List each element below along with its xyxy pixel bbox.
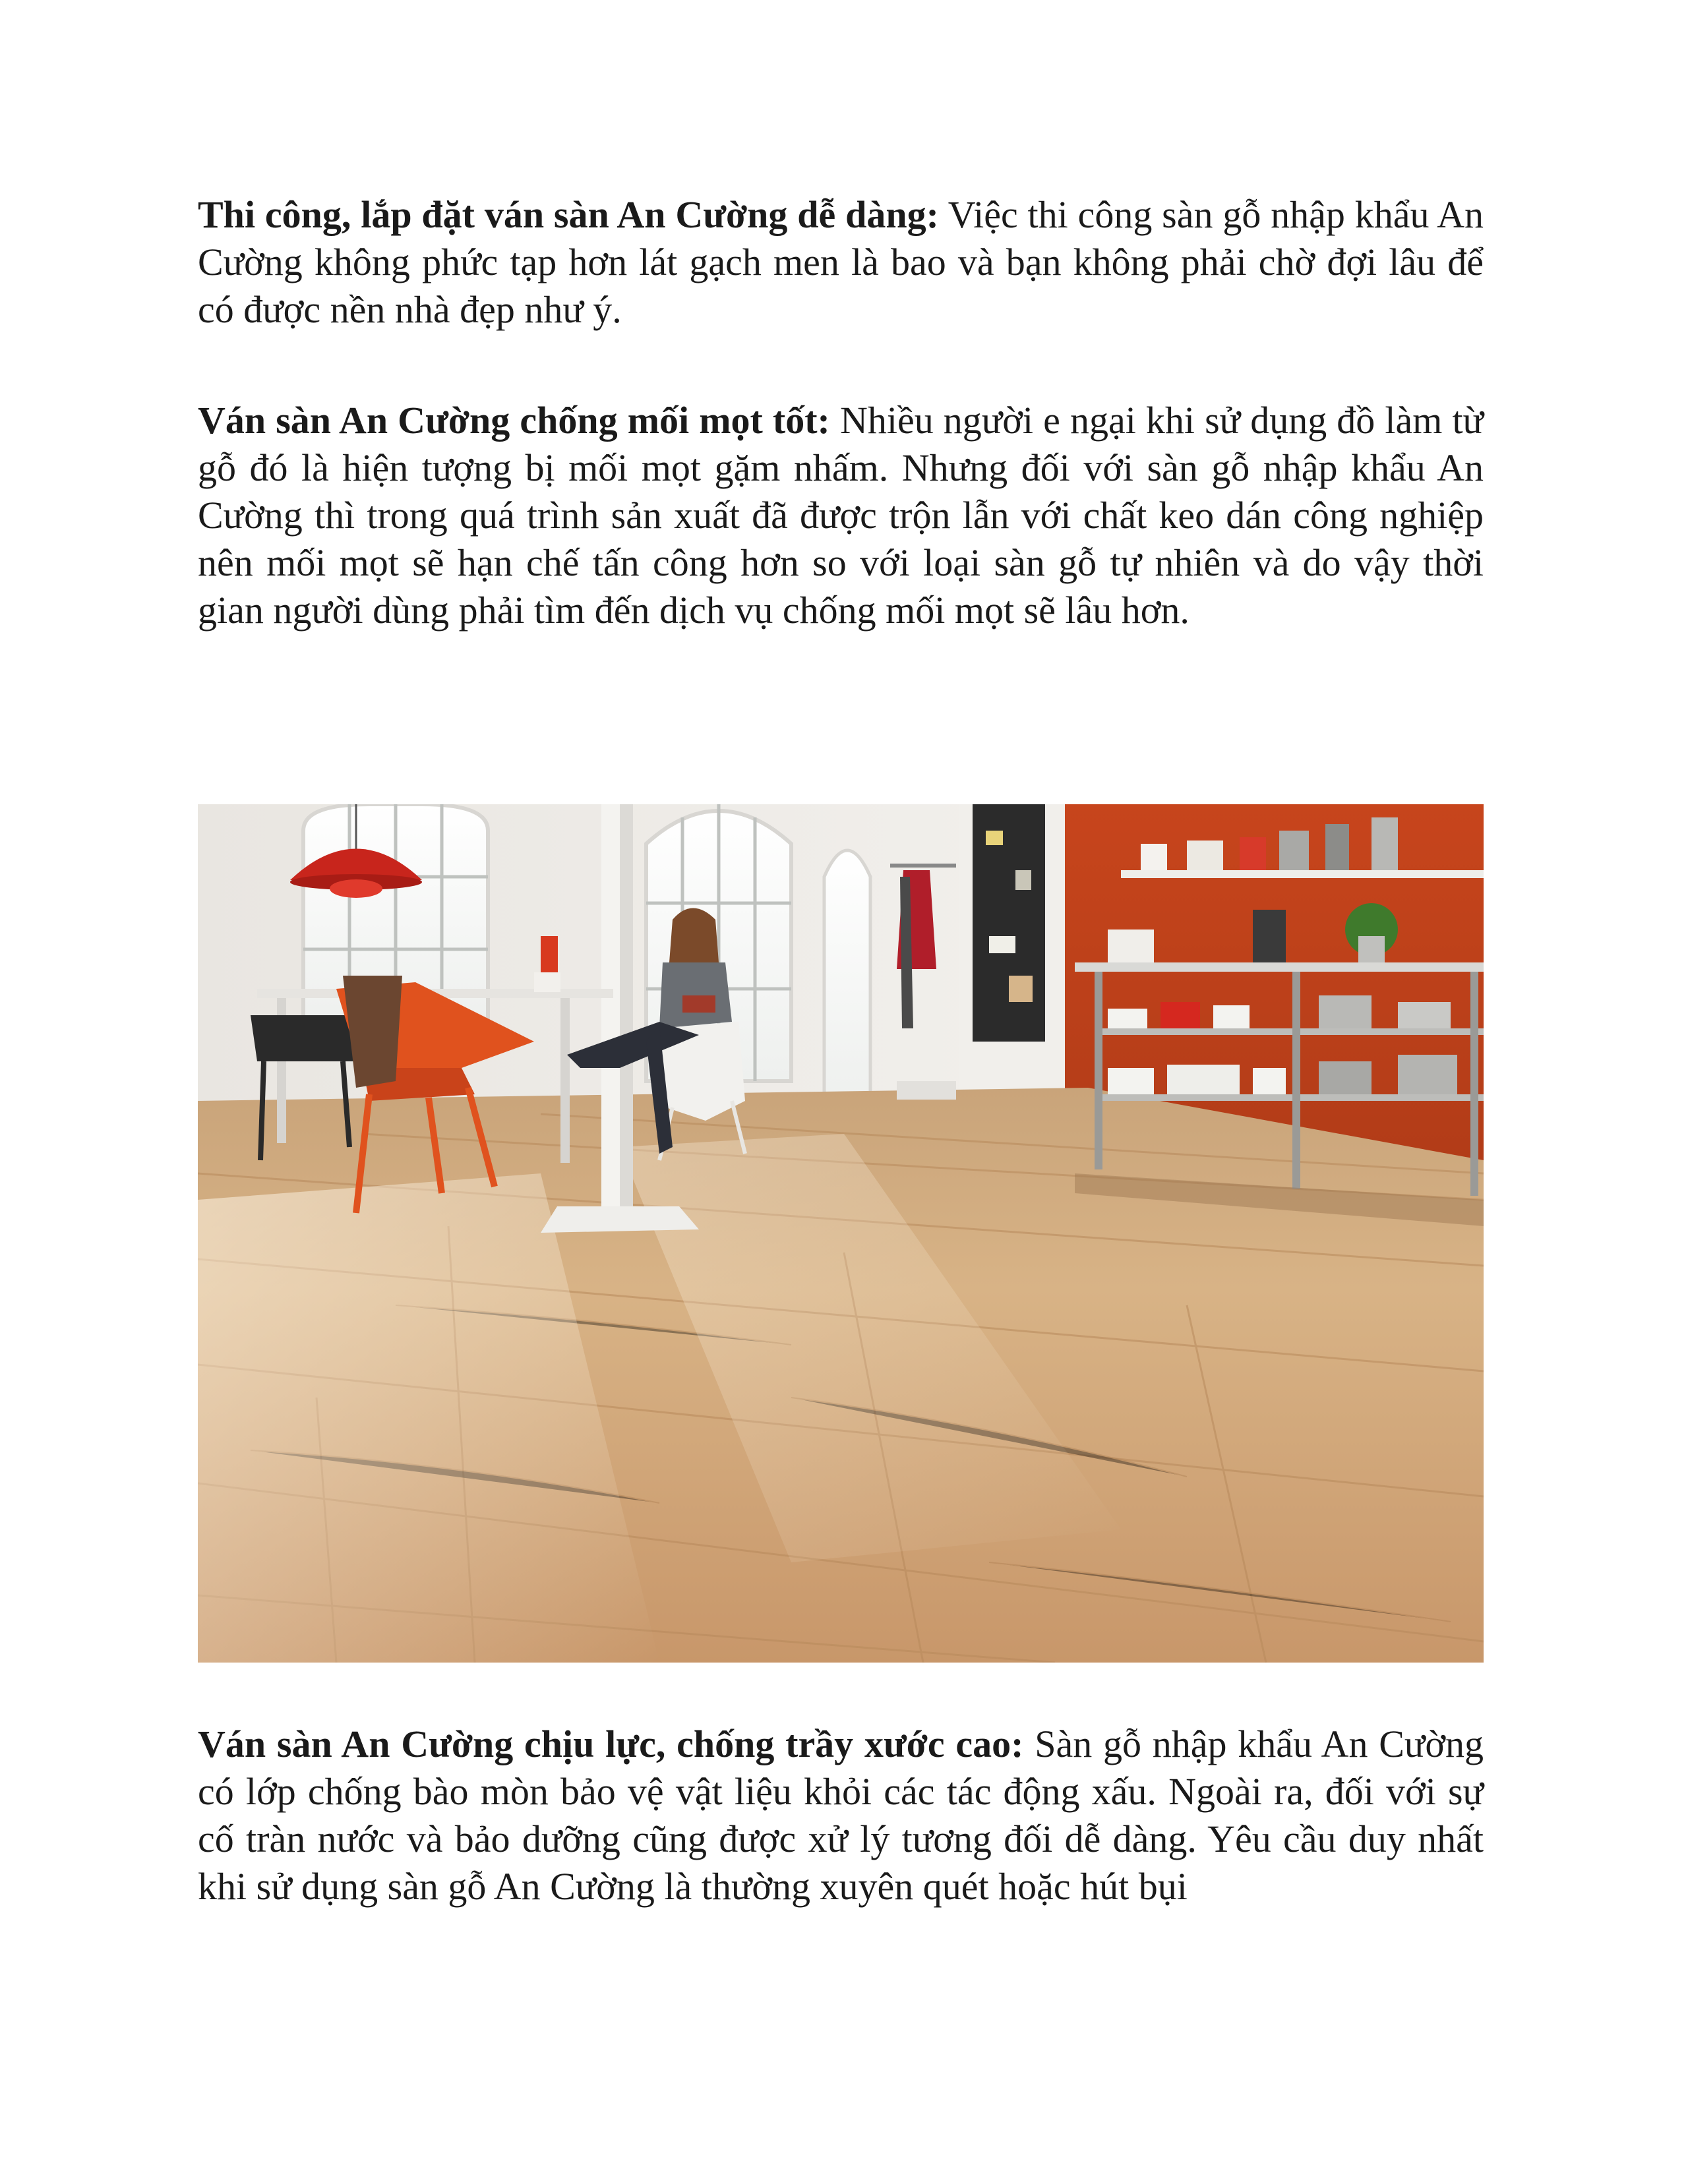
paragraph-termite-resistance — [198, 397, 1484, 634]
arched-window-right — [824, 850, 870, 1101]
paragraph-body: Nhiều người e ngại khi sử dụng đồ làm từ gỗ đó là hiện tượng bị mối mọt gặm nhấm. Nhưng đối với sàn gỗ nhập khẩu An Cường thì trong quá trình sản xuất đã được trộn lẫn với chất keo dán công nghiệp nên mối mọt sẽ hạn chế tấn công hơn so với loại sàn gỗ tự nhiên và do vậy thời gian người dùng phải tìm đến dịch vụ chống mối mọt sẽ lâu hơn. — [198, 399, 1484, 632]
chalkboard — [973, 804, 1045, 1042]
paragraph-body: Việc thi công sàn gỗ nhập khẩu An Cường không phức tạp hơn lát gạch men là bao và bạn không phải chờ đợi lâu để có được nền nhà đẹp như ý. — [198, 193, 1484, 331]
interior-floor-photo — [198, 804, 1484, 1663]
paragraph-heading: Thi công, lắp đặt ván sàn An Cường dễ dàng: — [198, 193, 939, 236]
paragraph-body: Sàn gỗ nhập khẩu An Cường có lớp chống bào mòn bảo vệ vật liệu khỏi các tác động xấu. Ngoài ra, đối với sự cố tràn nước và bảo dưỡng cũng được xử lý tương đối dễ dàng. Yêu cầu duy nhất khi sử dụng sàn gỗ An Cường là thường xuyên quét hoặc hút bụi — [198, 1723, 1484, 1908]
paragraph-heading: Ván sàn An Cường chống mối mọt tốt: — [198, 399, 830, 442]
paragraph-scratch-resistance — [198, 1721, 1484, 1910]
paragraph-installation — [198, 191, 1484, 334]
paragraph-heading: Ván sàn An Cường chịu lực, chống trầy xước cao: — [198, 1723, 1024, 1765]
